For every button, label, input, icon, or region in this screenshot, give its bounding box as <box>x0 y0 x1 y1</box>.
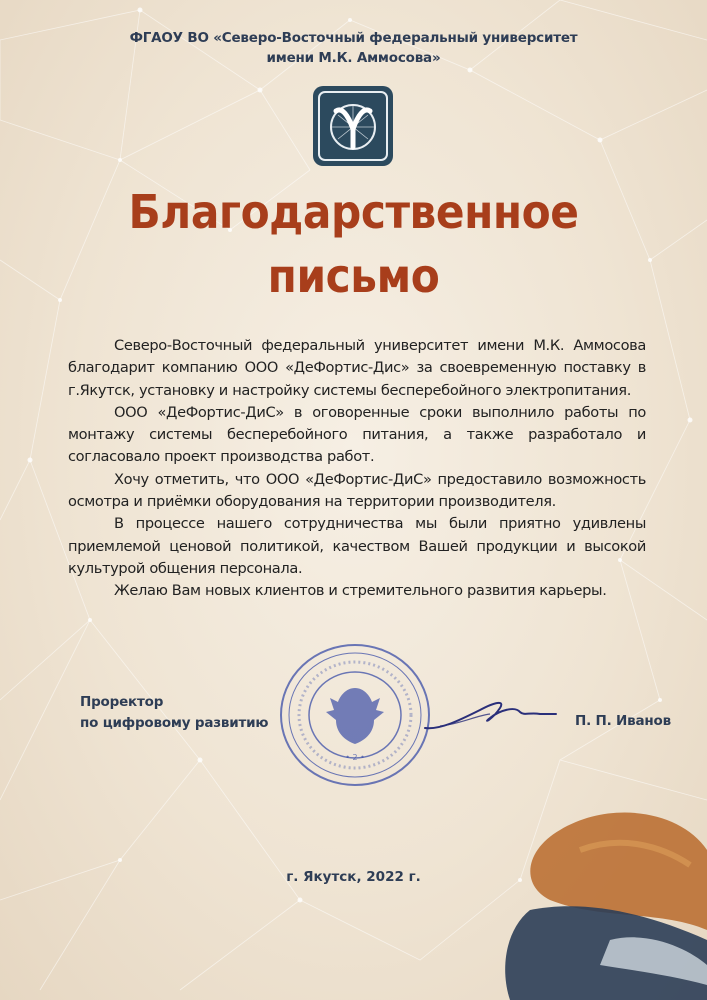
body-paragraph: Северо-Восточный федеральный университет имени М.К. Аммосова благодарит компанию ООО «ДеФортис-Дис» за своевременную поставку в г.Якутск, установку и настройку системы бесперебойного электропитания. <box>68 337 646 399</box>
title-line-1: Благодарственное <box>128 185 579 239</box>
signatory-role <box>80 692 268 734</box>
signatory-name: П. П. Иванов <box>575 713 671 729</box>
letter-body <box>68 335 646 603</box>
header-line-2: имени М.К. Аммосова» <box>266 50 441 66</box>
handwritten-signature-icon <box>420 690 560 740</box>
header-line-1: ФГАОУ ВО «Северо-Восточный федеральный университет <box>129 30 578 46</box>
decorative-paint-strokes <box>490 790 707 1000</box>
role-line-2: по цифровому развитию <box>80 715 269 731</box>
university-header <box>0 28 707 68</box>
role-line-1: Проректор <box>80 694 164 710</box>
university-logo-icon <box>312 85 394 167</box>
letter-title <box>28 180 678 308</box>
official-seal-icon <box>276 640 434 790</box>
svg-text:• 2 •: • 2 • <box>345 753 365 762</box>
body-paragraph: Хочу отметить, что ООО «ДеФортис-ДиС» предоставило возможность осмотра и приёмки оборудования на территории производителя. <box>68 470 646 511</box>
body-paragraph: ООО «ДеФортис-ДиС» в оговоренные сроки выполнило работы по монтажу системы бесперебойного питания, а также разработало и согласовало проект производства работ. <box>68 403 646 466</box>
title-line-2: письмо <box>267 249 440 303</box>
body-paragraph: В процессе нашего сотрудничества мы были приятно удивлены приемлемой ценовой политикой, качеством Вашей продукции и высокой культурой общения персонала. <box>68 515 646 577</box>
place-and-date: г. Якутск, 2022 г. <box>286 869 421 885</box>
body-paragraph: Желаю Вам новых клиентов и стремительного развития карьеры. <box>114 582 607 600</box>
